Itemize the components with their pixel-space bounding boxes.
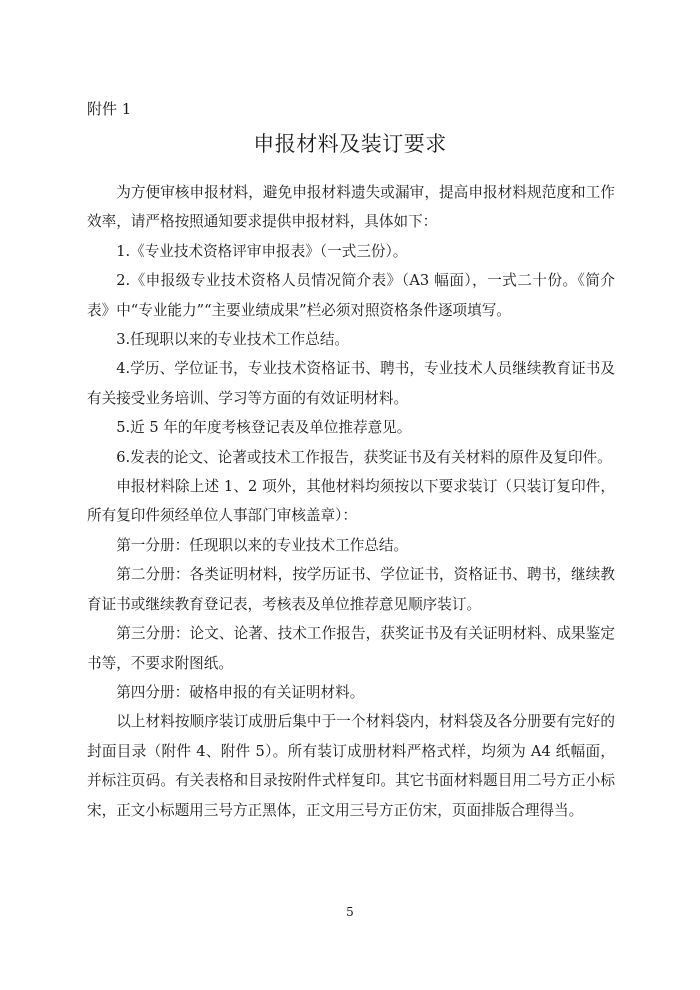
paragraph-volume-4: 第四分册：破格申报的有关证明材料。 xyxy=(116,683,365,701)
paragraph-volume-2: 第二分册：各类证明材料，按学历证书、学位证书，资格证书、聘书，继续教育证书或继续教育登记表，考核表及单位推荐意见顺序装订。 xyxy=(87,566,615,613)
document-title: 申报材料及装订要求 xyxy=(253,132,447,156)
paragraph-volume-3: 第三分册：论文、论著、技术工作报告，获奖证书及有关证明材料、成果鉴定书等，不要求附图纸。 xyxy=(87,625,615,672)
document-body xyxy=(87,178,615,825)
paragraph-binding-rules: 申报材料除上述 1、2 项外，其他材料均须按以下要求装订（只装订复印件，所有复印件须经单位人事部门审核盖章）： xyxy=(87,478,615,525)
paragraph-item-5: 5.近 5 年的年度考核登记表及单位推荐意见。 xyxy=(116,419,412,437)
paragraph-item-2: 2.《申报级专业技术资格人员情况简介表》（A3 幅面），一式二十份。《简介表》中“专业能力”“主要业绩成果”栏必须对照资格条件逐项填写。 xyxy=(87,272,615,319)
paragraph-item-3: 3.任现职以来的专业技术工作总结。 xyxy=(116,331,350,349)
paragraph-item-6: 6.发表的论文、论著或技术工作报告，获奖证书及有关材料的原件及复印件。 xyxy=(116,448,612,466)
paragraph-intro: 为方便审核申报材料，避免申报材料遗失或漏审，提高申报材料规范度和工作效率，请严格按照通知要求提供申报材料，具体如下： xyxy=(87,184,615,231)
paragraph-item-4: 4.学历、学位证书，专业技术资格证书、聘书，专业技术人员继续教育证书及有关接受业务培训、学习等方面的有效证明材料。 xyxy=(87,360,615,407)
paragraph-closing: 以上材料按顺序装订成册后集中于一个材料袋内，材料袋及各分册要有完好的封面目录（附件 4、附件 5）。所有装订成册材料严格式样，均须为 A4 纸幅面，并标注页码。有关表格和目录按附件式样复印。其它书面材料题目用二号方正小标宋，正文小标题用三号方正黑体，正文用三号方正仿宋，页面排版合理得当。 xyxy=(87,713,615,819)
page-number: 5 xyxy=(346,905,354,919)
attachment-label: 附件 1 xyxy=(87,100,132,118)
paragraph-item-1: 1.《专业技术资格评审申报表》（一式三份）。 xyxy=(116,242,408,260)
paragraph-volume-1: 第一分册：任现职以来的专业技术工作总结。 xyxy=(116,536,409,554)
